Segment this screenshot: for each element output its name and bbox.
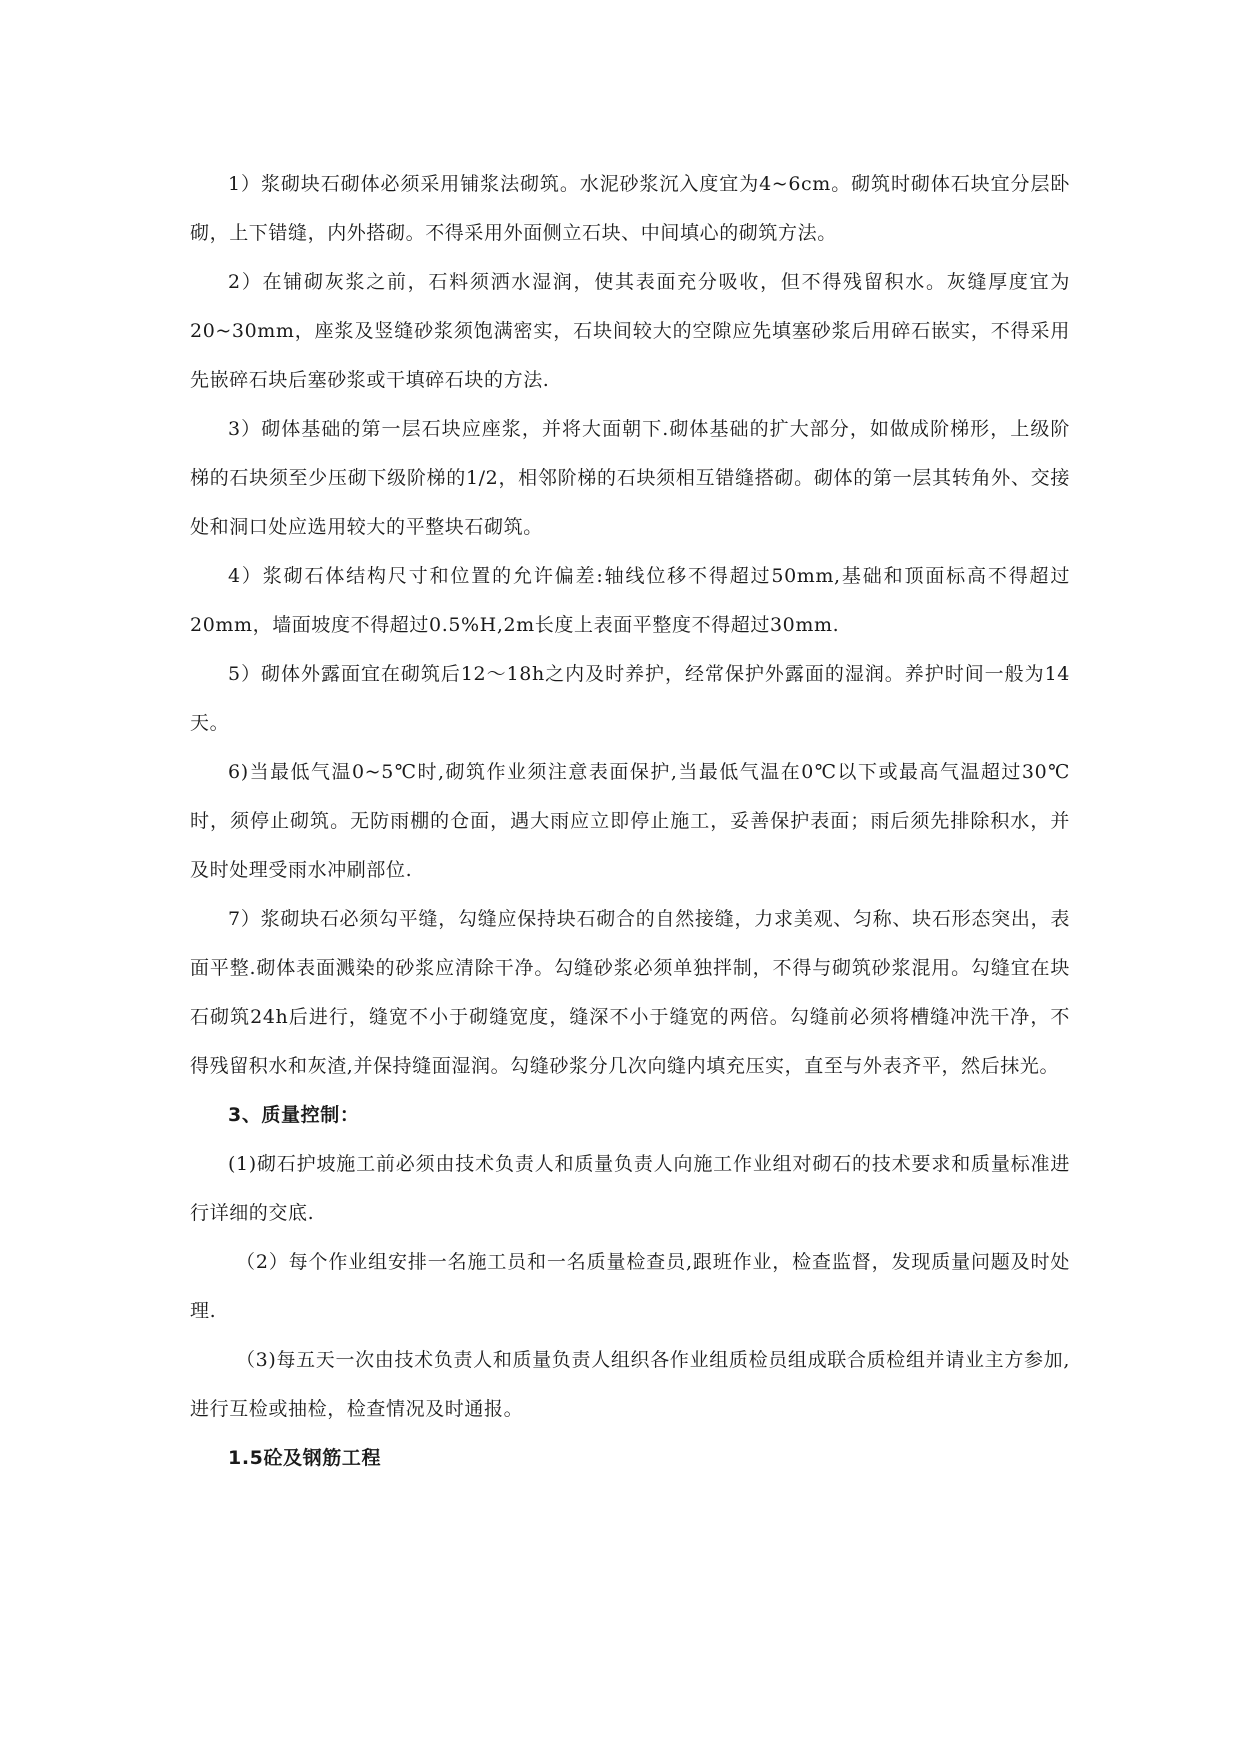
- section-heading-quality-control: 3、质量控制：: [228, 1104, 360, 1126]
- paragraph-3: 3）砌体基础的第一层石块应座浆，并将大面朝下.砌体基础的扩大部分，如做成阶梯形，上级阶梯的石块须至少压砌下级阶梯的1/2，相邻阶梯的石块须相互错缝搭砌。砌体的第一层其转角外、交接处和洞口处应选用较大的平整块石砌筑。: [190, 418, 1070, 538]
- paragraph-2: 2）在铺砌灰浆之前，石料须洒水湿润，使其表面充分吸收，但不得残留积水。灰缝厚度宜为20~30mm，座浆及竖缝砂浆须饱满密实，石块间较大的空隙应先填塞砂浆后用碎石嵌实，不得采用先嵌碎石块后塞砂浆或干填碎石块的方法.: [190, 271, 1070, 391]
- paragraph-4: 4）浆砌石体结构尺寸和位置的允许偏差:轴线位移不得超过50mm,基础和顶面标高不得超过20mm，墙面坡度不得超过0.5%H,2m长度上表面平整度不得超过30mm.: [190, 565, 1070, 636]
- document-body: [190, 160, 1070, 1483]
- paragraph-6: 6)当最低气温0~5℃时,砌筑作业须注意表面保护,当最低气温在0℃以下或最高气温超过30℃时，须停止砌筑。无防雨棚的仓面，遇大雨应立即停止施工，妥善保护表面；雨后须先排除积水，并及时处理受雨水冲刷部位.: [190, 761, 1070, 881]
- quality-paragraph-1: (1)砌石护坡施工前必须由技术负责人和质量负责人向施工作业组对砌石的技术要求和质量标准进行详细的交底.: [190, 1153, 1070, 1224]
- quality-paragraph-3: （3)每五天一次由技术负责人和质量负责人组织各作业组质检员组成联合质检组并请业主方参加,进行互检或抽检，检查情况及时通报。: [190, 1349, 1070, 1420]
- paragraph-7: 7）浆砌块石必须勾平缝，勾缝应保持块石砌合的自然接缝，力求美观、匀称、块石形态突出，表面平整.砌体表面溅染的砂浆应清除干净。勾缝砂浆必须单独拌制，不得与砌筑砂浆混用。勾缝宜在块石砌筑24h后进行，缝宽不小于砌缝宽度，缝深不小于缝宽的两倍。勾缝前必须将槽缝冲洗干净，不得残留积水和灰渣,并保持缝面湿润。勾缝砂浆分几次向缝内填充压实，直至与外表齐平，然后抹光。: [190, 908, 1070, 1077]
- paragraph-5: 5）砌体外露面宜在砌筑后12～18h之内及时养护，经常保护外露面的湿润。养护时间一般为14天。: [190, 663, 1070, 734]
- paragraph-1: 1）浆砌块石砌体必须采用铺浆法砌筑。水泥砂浆沉入度宜为4~6cm。砌筑时砌体石块宜分层卧砌，上下错缝，内外搭砌。不得采用外面侧立石块、中间填心的砌筑方法。: [190, 173, 1070, 244]
- section-heading-concrete-rebar: 1.5砼及钢筋工程: [228, 1447, 382, 1469]
- quality-paragraph-2: （2）每个作业组安排一名施工员和一名质量检查员,跟班作业，检查监督，发现质量问题及时处理.: [190, 1251, 1070, 1322]
